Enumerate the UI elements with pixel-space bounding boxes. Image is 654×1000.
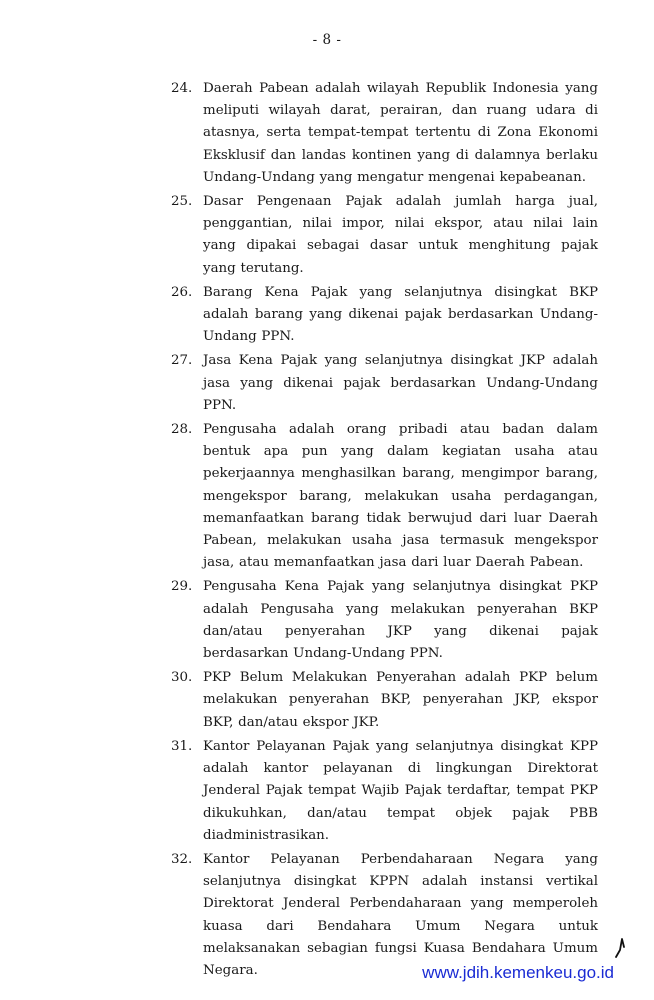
definition-number: 25. [171,194,193,210]
footer-website-link[interactable]: www.jdih.kemenkeu.go.id [422,963,614,982]
definition-item [171,667,598,734]
definition-text: Kantor Pelayanan Perbendaharaan Negara yang selanjutnya disingkat KPPN adalah instansi vertikal Direktorat Jenderal Perbendaharaan yang memperoleh kuasa dari Bendahara Umum Negara untuk melaksanakan sebagian fungsi Kuasa Bendahara Umum Negara. [203,851,598,978]
definition-text: Barang Kena Pajak yang selanjutnya disingkat BKP adalah barang yang dikenai pajak berdasarkan Undang-Undang PPN. [203,284,598,345]
definition-item [171,736,598,847]
definition-number: 26. [171,284,193,300]
definition-text: Dasar Pengenaan Pajak adalah jumlah harga jual, penggantian, nilai impor, nilai ekspor, atau nilai lain yang dipakai sebagai dasar untuk menghitung pajak yang terutang. [203,194,598,276]
definition-number: 24. [171,81,193,96]
definition-text: PKP Belum Melakukan Penyerahan adalah PKP belum melakukan penyerahan BKP, penyerahan JKP, ekspor BKP, dan/atau ekspor JKP. [203,670,598,730]
definition-item [171,282,598,349]
definition-number: 32. [171,851,193,867]
page-number: - 8 - [312,32,342,48]
definition-number: 28. [171,422,193,438]
signature-mark-icon [613,938,625,958]
definition-number: 30. [171,670,193,686]
definition-text: Pengusaha adalah orang pribadi atau badan dalam bentuk apa pun yang dalam kegiatan usaha atau pekerjaannya menghasilkan barang, mengimpor barang, mengekspor barang, melakukan usaha perdagangan, memanfaatkan barang tidak berwujud dari luar Daerah Pabean, melakukan usaha jasa termasuk mengekspor jasa, atau memanfaatkan jasa dari luar Daerah Pabean. [203,422,598,571]
definition-item [171,78,598,189]
definition-item [171,419,598,574]
definition-text: Daerah Pabean adalah wilayah Republik Indonesia yang meliputi wilayah darat, perairan, dan ruang udara di atasnya, serta tempat-tempat tertentu di Zona Ekonomi Eksklusif dan landas kontinen yang di dalamnya berlaku Undang-Undang yang mengatur mengenai kepabeanan. [203,81,598,185]
definition-text: Kantor Pelayanan Pajak yang selanjutnya disingkat KPP adalah kantor pelayanan di lingkungan Direktorat Jenderal Pajak tempat Wajib Pajak terdaftar, tempat PKP dikukuhkan, dan/atau tempat objek pajak PBB diadministrasikan. [203,738,598,843]
definition-item [171,350,598,417]
definition-number: 27. [171,353,193,369]
definition-item [171,191,598,280]
definition-list [171,78,598,984]
definition-number: 31. [171,738,193,754]
definition-number: 29. [171,579,193,595]
definition-text: Pengusaha Kena Pajak yang selanjutnya disingkat PKP adalah Pengusaha yang melakukan penyerahan BKP dan/atau penyerahan JKP yang dikenai pajak berdasarkan Undang-Undang PPN. [203,579,598,662]
definition-text: Jasa Kena Pajak yang selanjutnya disingkat JKP adalah jasa yang dikenai pajak berdasarkan Undang-Undang PPN. [203,353,598,413]
definition-item [171,576,598,665]
